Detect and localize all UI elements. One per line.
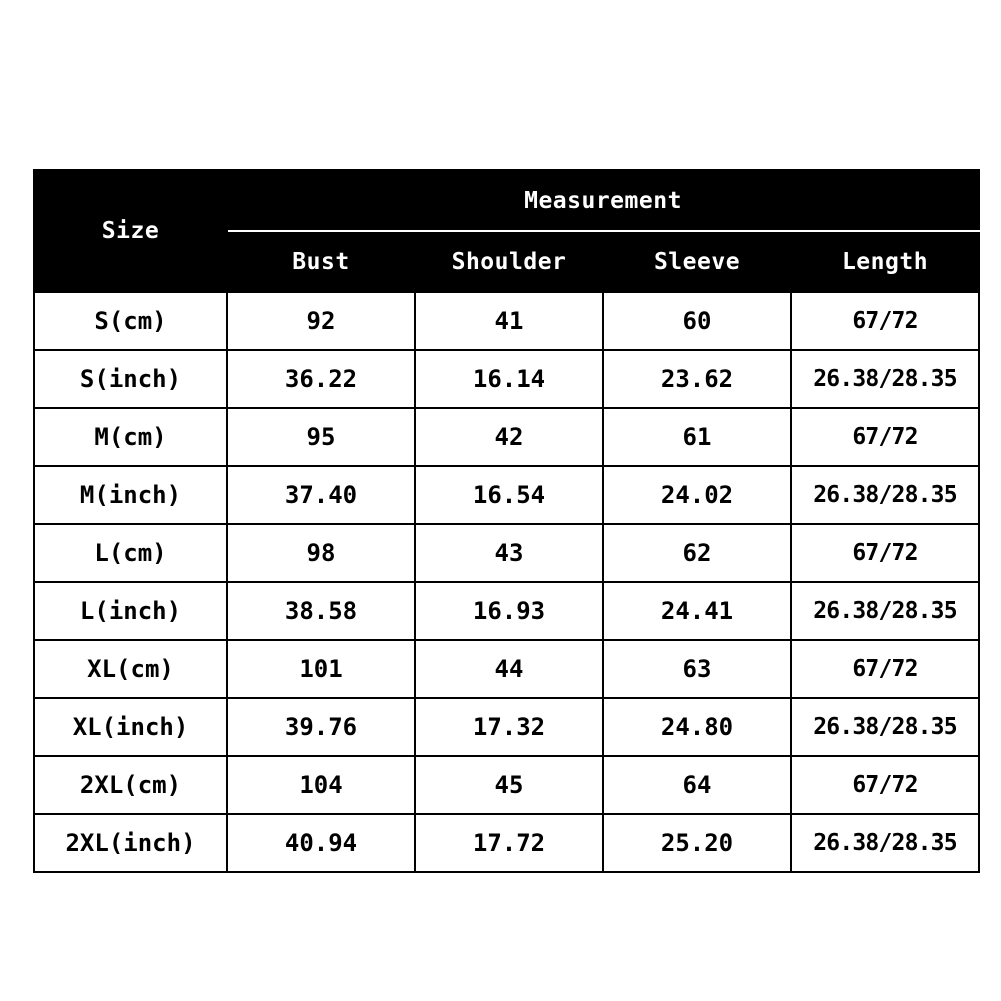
cell-length: 67/72: [791, 408, 979, 466]
cell-length: 67/72: [791, 524, 979, 582]
cell-size: M(cm): [34, 408, 227, 466]
cell-shoulder: 16.54: [415, 466, 603, 524]
cell-sleeve: 24.80: [603, 698, 791, 756]
cell-bust: 40.94: [227, 814, 415, 872]
cell-length: 26.38/28.35: [791, 582, 979, 640]
cell-length: 26.38/28.35: [791, 350, 979, 408]
cell-length: 67/72: [791, 292, 979, 350]
header-size: Size: [34, 170, 227, 292]
cell-size: L(cm): [34, 524, 227, 582]
cell-sleeve: 63: [603, 640, 791, 698]
table-row: [34, 292, 979, 350]
cell-bust: 38.58: [227, 582, 415, 640]
cell-sleeve: 61: [603, 408, 791, 466]
table-row: [34, 524, 979, 582]
cell-size: 2XL(inch): [34, 814, 227, 872]
cell-sleeve: 62: [603, 524, 791, 582]
cell-bust: 104: [227, 756, 415, 814]
header-sleeve: Sleeve: [603, 231, 791, 292]
cell-shoulder: 41: [415, 292, 603, 350]
header-measurement: Measurement: [227, 170, 979, 231]
size-chart-table: [33, 169, 980, 873]
cell-sleeve: 25.20: [603, 814, 791, 872]
table-row: [34, 698, 979, 756]
cell-bust: 92: [227, 292, 415, 350]
header-row-top: [34, 170, 979, 231]
cell-sleeve: 60: [603, 292, 791, 350]
cell-shoulder: 44: [415, 640, 603, 698]
cell-bust: 39.76: [227, 698, 415, 756]
cell-size: 2XL(cm): [34, 756, 227, 814]
cell-shoulder: 17.32: [415, 698, 603, 756]
cell-bust: 101: [227, 640, 415, 698]
cell-size: S(inch): [34, 350, 227, 408]
table-row: [34, 350, 979, 408]
cell-bust: 95: [227, 408, 415, 466]
cell-shoulder: 16.14: [415, 350, 603, 408]
header-length: Length: [791, 231, 979, 292]
table-row: [34, 466, 979, 524]
cell-bust: 37.40: [227, 466, 415, 524]
cell-size: S(cm): [34, 292, 227, 350]
cell-sleeve: 24.41: [603, 582, 791, 640]
cell-size: M(inch): [34, 466, 227, 524]
cell-length: 26.38/28.35: [791, 814, 979, 872]
cell-length: 26.38/28.35: [791, 466, 979, 524]
cell-length: 67/72: [791, 640, 979, 698]
cell-shoulder: 17.72: [415, 814, 603, 872]
cell-bust: 98: [227, 524, 415, 582]
cell-shoulder: 42: [415, 408, 603, 466]
cell-sleeve: 64: [603, 756, 791, 814]
cell-size: XL(cm): [34, 640, 227, 698]
cell-shoulder: 43: [415, 524, 603, 582]
cell-sleeve: 23.62: [603, 350, 791, 408]
table-body: [34, 292, 979, 872]
table-row: [34, 814, 979, 872]
table-row: [34, 640, 979, 698]
header-bust: Bust: [227, 231, 415, 292]
table-row: [34, 408, 979, 466]
cell-length: 26.38/28.35: [791, 698, 979, 756]
cell-shoulder: 16.93: [415, 582, 603, 640]
cell-size: XL(inch): [34, 698, 227, 756]
table-row: [34, 756, 979, 814]
table-header: [34, 170, 979, 292]
cell-bust: 36.22: [227, 350, 415, 408]
cell-shoulder: 45: [415, 756, 603, 814]
cell-sleeve: 24.02: [603, 466, 791, 524]
cell-length: 67/72: [791, 756, 979, 814]
header-shoulder: Shoulder: [415, 231, 603, 292]
table-row: [34, 582, 979, 640]
cell-size: L(inch): [34, 582, 227, 640]
